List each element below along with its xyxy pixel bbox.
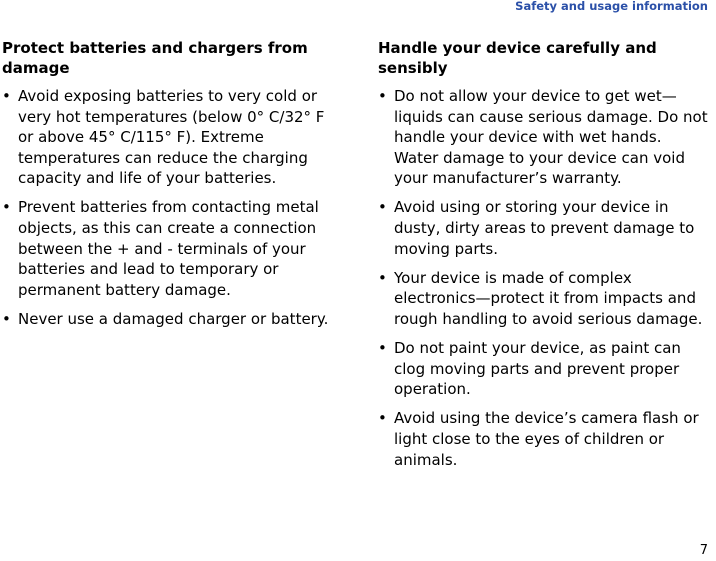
list-item (378, 197, 708, 259)
bullet-icon: • (2, 309, 11, 328)
batteries-bullet-list (2, 86, 332, 330)
list-item-text: Avoid exposing batteries to very cold or very hot temperatures (below 0° C/32° F or above 45° C/115° F). Extreme temperatures can reduce the charging capacity and life of your batteries. (18, 87, 325, 188)
right-column (378, 38, 708, 479)
bullet-icon: • (378, 87, 387, 105)
running-header-title: Safety and usage information (515, 0, 708, 13)
page-header (0, 0, 716, 14)
list-item-text: Do not allow your device to get wet—liquids can cause serious damage. Do not handle your device with wet hands. Water damage to your device can void your manufacturer’s warranty. (394, 87, 708, 188)
bullet-icon: • (378, 268, 387, 287)
device-handling-bullet-list (378, 86, 708, 470)
bullet-icon: • (378, 339, 387, 358)
list-item (378, 408, 708, 470)
list-item-text: Prevent batteries from contacting metal objects, as this can create a connection between the + and - terminals of your batteries and lead to temporary or permanent battery damage. (18, 198, 319, 299)
list-item (378, 338, 708, 400)
bullet-icon: • (2, 198, 11, 217)
bullet-icon: • (378, 198, 387, 217)
page-number: 7 (699, 543, 708, 558)
list-item-text: Never use a damaged charger or battery. (18, 309, 329, 328)
list-item (2, 309, 332, 330)
list-item (2, 86, 332, 189)
list-item-text: Your device is made of complex electronics—protect it from impacts and rough handling to avoid serious damage. (394, 268, 703, 328)
left-column (2, 38, 332, 338)
bullet-icon: • (2, 87, 11, 105)
list-item (378, 268, 708, 330)
list-item-text: Avoid using the device’s camera flash or light close to the eyes of children or animals. (394, 409, 699, 469)
bullet-icon: • (378, 409, 387, 428)
list-item (378, 86, 708, 189)
list-item-text: Avoid using or storing your device in dusty, dirty areas to prevent damage to moving parts. (394, 198, 695, 258)
section-heading-device-handling: Handle your device carefully and sensibly (378, 39, 657, 77)
section-heading-batteries: Protect batteries and chargers from damage (2, 39, 308, 77)
list-item (2, 197, 332, 300)
list-item-text: Do not paint your device, as paint can clog moving parts and prevent proper operation. (394, 339, 681, 399)
